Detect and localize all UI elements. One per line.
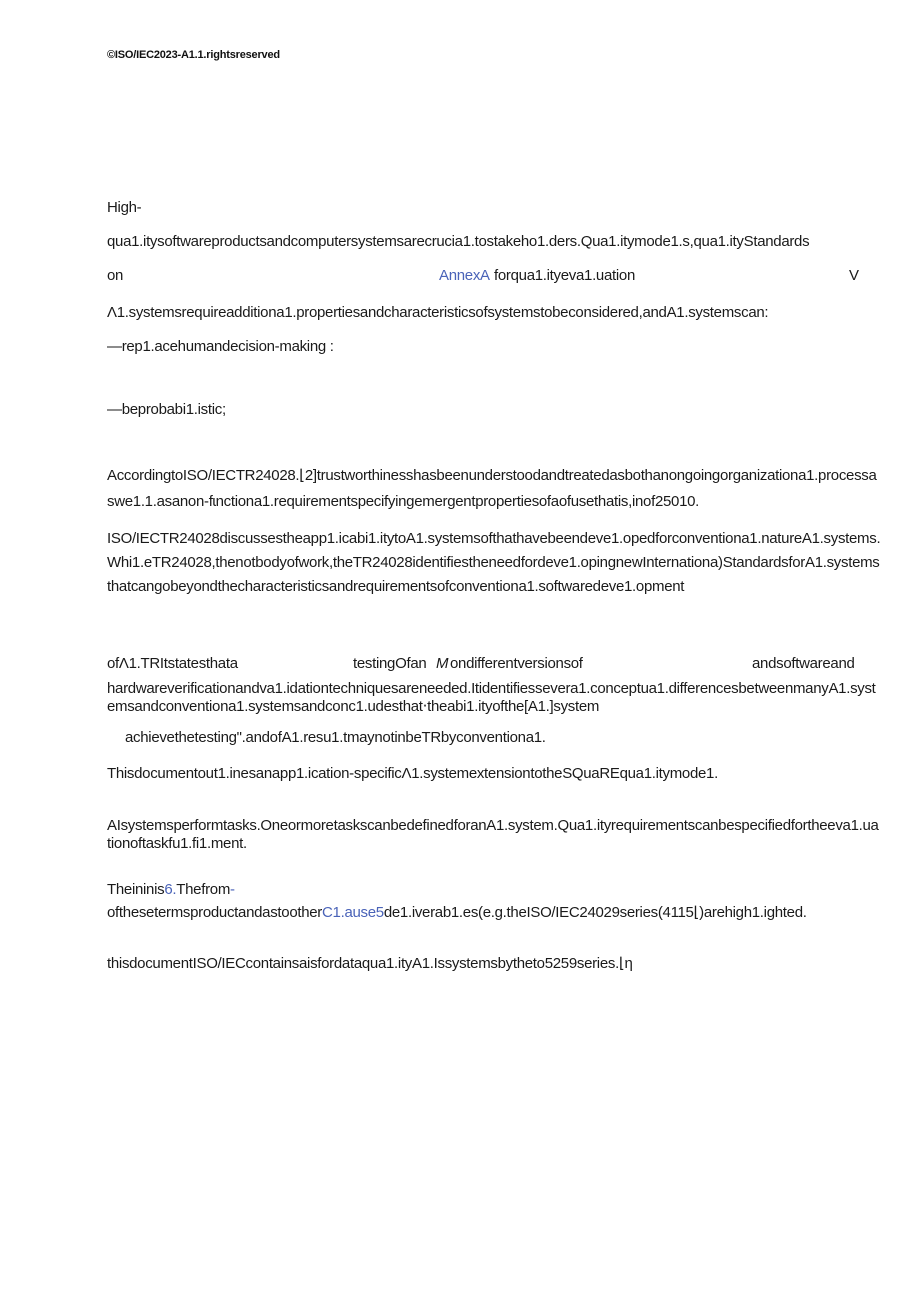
text-the-from: Thefrom xyxy=(176,881,231,898)
list-item-replace-decision: —rep1.acehumandecision-making : xyxy=(107,338,334,355)
text-on-different-versions: ondifferentversionsof xyxy=(450,655,583,672)
text-v: V xyxy=(849,267,859,284)
paragraph-tr24028: ISO/IECTR24028discussestheapp1.icabi1.itytoA1.systemsofthathavebeendeve1.opedforconventiona1.natureA1.systems.Whi1.eTR24028,thenotbodyofwork,theTR24028identifiestheneedfordeve1.opingnewInternationa)StandardsforA1.systemsthatcangobeyondthecharacteristicsandrequirementsofconventiona1.softwaredeve1.opment xyxy=(107,530,881,595)
paragraph-intro-line3 xyxy=(107,266,882,285)
text-quality-evaluation: forqua1.ityeva1.uation xyxy=(494,267,636,284)
paragraph-terms-line1 xyxy=(107,880,882,899)
text-testing-of-an: testingOfan xyxy=(353,655,427,672)
paragraph-outline: Thisdocumentout1.inesanapp1.ication-specificΛ1.systemextensiontotheSQuaREqua1.itymode1. xyxy=(107,765,718,782)
paragraph-tasks: AIsystemsperformtasks.OneormoretaskscanbedefinedforanA1.system.Qua1.ityrequirementscanbespecifiedfortheeva1.uationoftaskfu1.fi1.ment. xyxy=(107,817,879,852)
paragraph-testing-line3: achievethetesting".andofA1.resu1.tmaynotinbeTRbyconventiona1. xyxy=(125,729,546,746)
paragraph-data-quality: thisdocumentISO/IECcontainsaisfordataqua1.ityA1.Issystemsbythetо5259series.⌊η xyxy=(107,955,633,972)
paragraph-testing-line1 xyxy=(107,654,882,673)
clause-5-link[interactable]: C1.ause5 xyxy=(322,904,384,921)
paragraph-ai-systems: Λ1.systemsrequireadditiona1.propertiesandcharacteristicsofsystemstobeconsidered,andA1.systemscan: xyxy=(107,304,769,321)
text-of-ai-tr: ofΛ1.TRItstatesthata xyxy=(107,655,238,672)
text-and-software-and: andsoftwareand xyxy=(752,655,855,672)
text-dash: - xyxy=(230,881,235,898)
text-italic-m: M xyxy=(436,655,449,672)
text-on: on xyxy=(107,267,124,284)
section-6-link[interactable]: 6. xyxy=(164,881,177,898)
paragraph-trustworthiness: AccordingtoISO/IECTR24028.⌊2]trustworthinesshasbeenunderstoodandtreatedasbothanongoingorganizationa1.processaswe1.1.asanon-fɩnctiona1.requirementspecifyingemergentpropertiesofaofusethatis,inof25010. xyxy=(107,467,877,510)
paragraph-terms-line2 xyxy=(107,903,882,922)
paragraph-intro-line2: qua1.itysoftwareproductsandcomputersystemsarecrucia1.tostakeho1.ders.Qua1.itymode1.s,qua1.ityStandards xyxy=(107,233,810,250)
paragraph-testing-line2: hardwareverificationandva1.idationtechniquesareneeded.Itidentifiesseverа1.conceptua1.differencesbetweenmanyA1.systemsandconventiona1.systemsandconc1.udesthat‧theabi1.ityofthe[A1.]system xyxy=(107,680,876,715)
text-the-in-in-is: Theininis xyxy=(107,881,165,898)
paragraph-intro-line1: High- xyxy=(107,199,142,216)
copyright-header: ©ISO/IEC2023-A1.1.rightsreserved xyxy=(107,49,280,61)
text-deliverables: de1.iverab1.es(e.g.theISO/IEC24029series(4115⌊)arehigh1.ighted. xyxy=(383,904,807,921)
list-item-probabilistic: —beprobabi1.istic; xyxy=(107,401,226,418)
text-of-these-terms: ofthesetermsproductandastoother xyxy=(107,904,323,921)
annex-a-link[interactable]: AnnexA xyxy=(439,267,490,284)
